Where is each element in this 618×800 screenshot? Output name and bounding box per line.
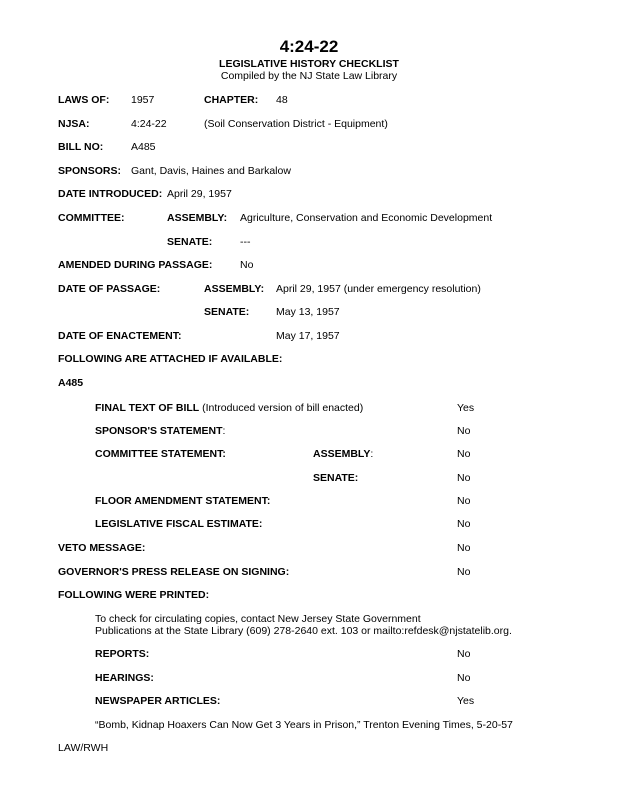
bill-no-value: A485: [131, 141, 156, 153]
passage-assembly-value: April 29, 1957 (under emergency resolution): [276, 283, 481, 295]
floor-amendment-label: FLOOR AMENDMENT STATEMENT:: [95, 495, 271, 507]
chapter-label: CHAPTER:: [204, 94, 259, 106]
attached-heading: FOLLOWING ARE ATTACHED IF AVAILABLE:: [58, 353, 283, 365]
final-text-row: [95, 402, 363, 414]
floor-amendment-value: No: [457, 495, 471, 507]
committee-label: COMMITTEE:: [58, 212, 125, 224]
final-text-label: FINAL TEXT OF BILL: [95, 402, 200, 414]
checklist-subtitle: LEGISLATIVE HISTORY CHECKLIST: [219, 58, 399, 70]
hearings-label: HEARINGS:: [95, 672, 154, 684]
date-of-enactment-value: May 17, 1957: [276, 330, 340, 342]
committee-statement-assembly-value: No: [457, 448, 471, 460]
hearings-value: No: [457, 672, 471, 684]
laws-of-label: LAWS OF:: [58, 94, 110, 106]
date-of-passage-label: DATE OF PASSAGE:: [58, 283, 161, 295]
reports-value: No: [457, 648, 471, 660]
amended-label: AMENDED DURING PASSAGE:: [58, 259, 213, 271]
date-introduced-label: DATE INTRODUCED:: [58, 188, 163, 200]
footer-initials: LAW/RWH: [58, 742, 109, 754]
committee-senate-value: ---: [240, 236, 251, 248]
sponsors-label: SPONSORS:: [58, 165, 122, 177]
press-release-value: No: [457, 566, 471, 578]
newspaper-article: “Bomb, Kidnap Hoaxers Can Now Get 3 Years in Prison,” Trenton Evening Times, 5-20-57: [95, 719, 513, 731]
passage-senate-label: SENATE:: [204, 306, 250, 318]
committee-statement-assembly-row: [313, 448, 373, 460]
veto-message-label: VETO MESSAGE:: [58, 542, 146, 554]
amended-value: No: [240, 259, 254, 271]
fiscal-estimate-value: No: [457, 518, 471, 530]
committee-assembly-label: ASSEMBLY:: [167, 212, 228, 224]
chapter-value: 48: [276, 94, 288, 106]
newspaper-label: NEWSPAPER ARTICLES:: [95, 695, 221, 707]
committee-senate-label: SENATE:: [167, 236, 213, 248]
committee-statement-assembly-suffix: :: [370, 448, 374, 460]
printed-heading: FOLLOWING WERE PRINTED:: [58, 589, 210, 601]
newspaper-value: Yes: [457, 695, 475, 707]
sponsor-statement-row: [95, 425, 225, 437]
date-of-enactment-label: DATE OF ENACTEMENT:: [58, 330, 182, 342]
committee-statement-senate-value: No: [457, 472, 471, 484]
njsa-description: (Soil Conservation District - Equipment): [204, 118, 388, 130]
final-text-note: (Introduced version of bill enacted): [202, 402, 364, 414]
press-release-label: GOVERNOR'S PRESS RELEASE ON SIGNING:: [58, 566, 290, 578]
sponsor-statement-suffix: :: [222, 425, 226, 437]
committee-assembly-value: Agriculture, Conservation and Economic Development: [240, 212, 493, 224]
fiscal-estimate-label: LEGISLATIVE FISCAL ESTIMATE:: [95, 518, 263, 530]
laws-of-value: 1957: [131, 94, 155, 106]
sponsor-statement-value: No: [457, 425, 471, 437]
passage-senate-value: May 13, 1957: [276, 306, 340, 318]
printed-note-line1: To check for circulating copies, contact New Jersey State Government: [95, 613, 421, 625]
sponsor-statement-label: SPONSOR'S STATEMENT: [95, 425, 223, 437]
bill-heading: A485: [58, 377, 84, 389]
committee-statement-label: COMMITTEE STATEMENT:: [95, 448, 226, 460]
reports-label: REPORTS:: [95, 648, 150, 660]
njsa-value: 4:24-22: [131, 118, 167, 130]
njsa-label: NJSA:: [58, 118, 90, 130]
printed-note-line2: Publications at the State Library (609) 278-2640 ext. 103 or mailto:refdesk@njstatelib.org.: [95, 625, 512, 637]
page-title: 4:24-22: [279, 37, 339, 56]
veto-message-value: No: [457, 542, 471, 554]
bill-no-label: BILL NO:: [58, 141, 104, 153]
final-text-value: Yes: [457, 402, 475, 414]
compiled-by: Compiled by the NJ State Law Library: [220, 70, 398, 82]
date-introduced-value: April 29, 1957: [167, 188, 232, 200]
committee-statement-senate-label: SENATE:: [313, 472, 359, 484]
sponsors-value: Gant, Davis, Haines and Barkalow: [131, 165, 291, 177]
passage-assembly-label: ASSEMBLY:: [204, 283, 265, 295]
committee-statement-assembly-label: ASSEMBLY: [313, 448, 371, 460]
